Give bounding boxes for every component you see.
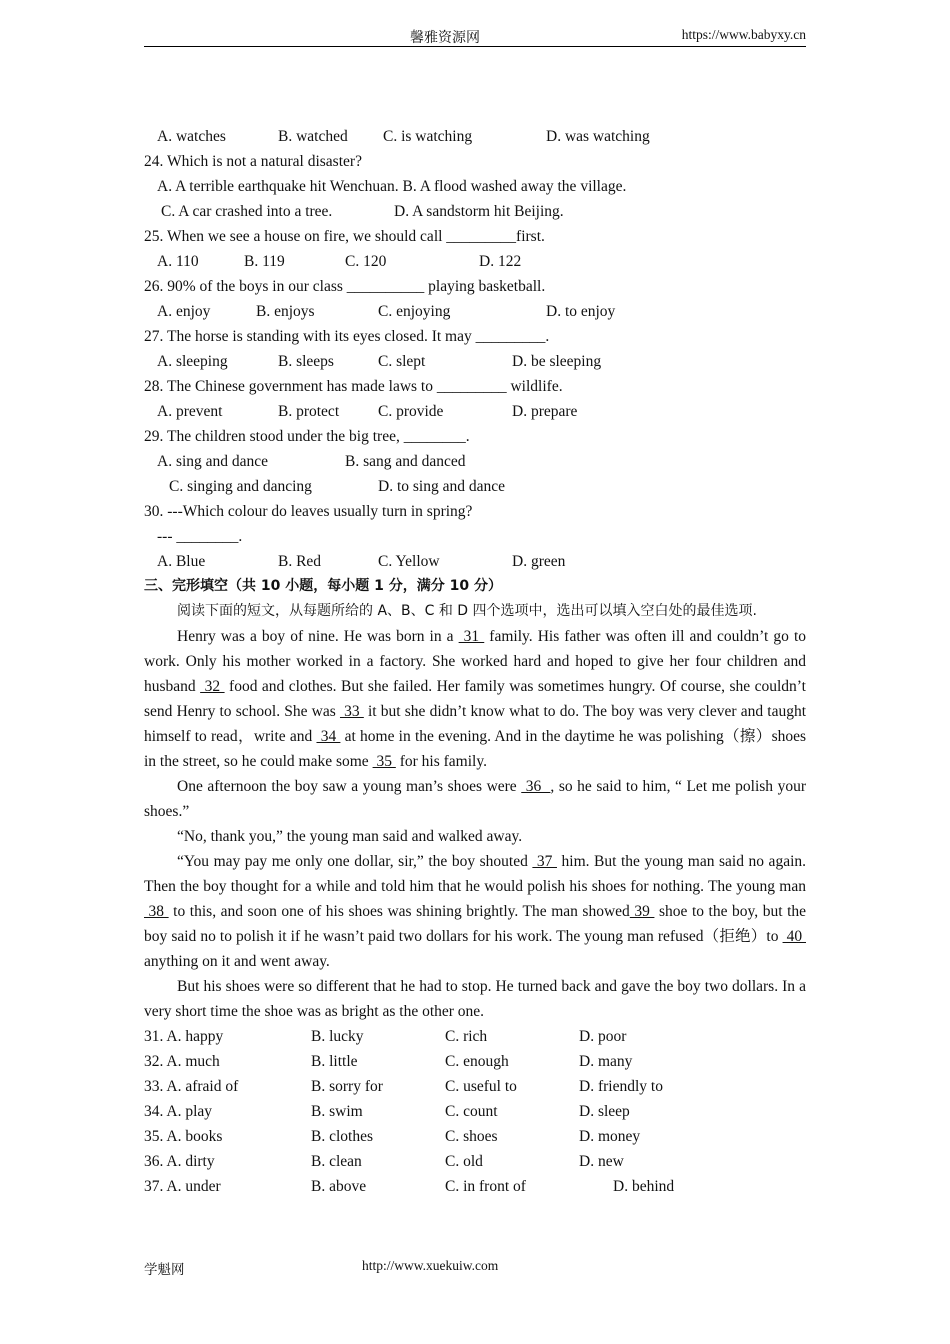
exam-content: [144, 124, 806, 1199]
question-stem: 28. The Chinese government has made laws to _________ wildlife.: [144, 378, 563, 395]
option: C. in front of: [445, 1178, 526, 1195]
option: B. above: [311, 1178, 367, 1195]
q27-options: [144, 349, 806, 374]
q30-options: [144, 549, 806, 574]
q23-options: [144, 124, 806, 149]
question-stem: 25. When we see a house on fire, we should call _________first.: [144, 228, 545, 245]
blank-38: 38: [144, 903, 169, 920]
q26-options: [144, 299, 806, 324]
option: C. slept: [378, 353, 426, 370]
option: B. lucky: [311, 1028, 364, 1045]
option: 34. A. play: [144, 1103, 213, 1120]
option: C. is watching: [383, 128, 473, 145]
passage-paragraph-2: [144, 774, 806, 824]
option: A. sleeping: [157, 353, 228, 370]
passage-paragraph-1: [144, 624, 806, 774]
option: C. rich: [445, 1028, 488, 1045]
blank-40: 40: [782, 928, 806, 945]
option: C. enjoying: [378, 303, 451, 320]
footer-url[interactable]: http://www.xuekuiw.com: [362, 1258, 499, 1273]
q28-options: [144, 399, 806, 424]
question-stem: 30. ---Which colour do leaves usually turn in spring?: [144, 503, 473, 520]
option: D. A sandstorm hit Beijing.: [394, 203, 564, 220]
option: C. old: [445, 1153, 483, 1170]
passage-text: Henry was a boy of nine. He was born in a: [177, 628, 459, 645]
section-title: 三、完形填空（共 10 小题，每小题 1 分，满分 10 分）: [144, 578, 502, 594]
passage-text: for his family.: [395, 753, 487, 770]
option: D. behind: [613, 1178, 675, 1195]
option: C. count: [445, 1103, 498, 1120]
option: D. green: [512, 553, 566, 570]
option: C. singing and dancing: [169, 478, 312, 495]
blank-32: 32: [200, 678, 225, 695]
passage-paragraph-5: But his shoes were so different that he had to stop. He turned back and gave the boy two dollars. In a very short time the shoe was as bright as the other one.: [144, 978, 806, 1020]
passage-paragraph-4: [144, 849, 806, 974]
question-stem: 26. 90% of the boys in our class __________ playing basketball.: [144, 278, 546, 295]
q24-options-line1: [144, 174, 806, 199]
option: D. to enjoy: [546, 303, 616, 320]
passage-text: shoe to the boy, but the boy said no to polish it if he wasn’t paid two dollars for his work. The young man refused（拒绝）to: [144, 903, 807, 945]
option: 31. A. happy: [144, 1028, 224, 1045]
option: D. new: [579, 1153, 624, 1170]
q24-options-line2: [144, 199, 806, 224]
option: D. be sleeping: [512, 353, 602, 370]
option: A. watches: [157, 128, 226, 145]
cloze-options-35: [144, 1124, 806, 1149]
option: B. sleeps: [278, 353, 334, 370]
blank-37: 37: [532, 853, 557, 870]
option: 35. A. books: [144, 1128, 223, 1145]
option: B. sorry for: [311, 1078, 383, 1095]
passage-text: food and clothes. But she failed. Her family was sometimes hungry. Of course, she couldn’t send Henry to school. She was: [144, 678, 806, 720]
cloze-options-31: [144, 1024, 806, 1049]
q29-options-line2: [144, 474, 806, 499]
question-stem: 24. Which is not a natural disaster?: [144, 153, 362, 170]
option: D. money: [579, 1128, 641, 1145]
passage-text: anything on it and went away.: [144, 953, 330, 970]
option: C. useful to: [445, 1078, 517, 1095]
option: A. 110: [157, 253, 199, 270]
option: C. shoes: [445, 1128, 498, 1145]
option: 33. A. afraid of: [144, 1078, 239, 1095]
option: B. enjoys: [256, 303, 315, 320]
option: 36. A. dirty: [144, 1153, 215, 1170]
header-site-name: 馨雅资源网: [410, 30, 480, 46]
option: A. sing and dance: [157, 453, 269, 470]
option: D. to sing and dance: [378, 478, 505, 495]
option: C. Yellow: [378, 553, 440, 570]
option: B. little: [311, 1053, 358, 1070]
option: D. many: [579, 1053, 633, 1070]
answer-line: --- ________.: [157, 528, 243, 545]
cloze-options-37: [144, 1174, 806, 1199]
question-stem: 27. The horse is standing with its eyes closed. It may _________.: [144, 328, 550, 345]
option: C. 120: [345, 253, 387, 270]
passage-text: it but she didn’t know what to do. The boy was very clever and taught himself to read，write and: [144, 703, 807, 745]
cloze-options-36: [144, 1149, 806, 1174]
option: B. swim: [311, 1103, 363, 1120]
question-stem: 29. The children stood under the big tree, ________.: [144, 428, 470, 445]
blank-39: 39: [629, 903, 655, 920]
blank-36: 36: [521, 778, 551, 795]
option: B. clean: [311, 1153, 362, 1170]
option: C. A car crashed into a tree.: [161, 203, 333, 220]
option: A. A terrible earthquake hit Wenchuan. B. A flood washed away the village.: [157, 178, 627, 195]
blank-34: 34: [316, 728, 341, 745]
option: B. Red: [278, 553, 322, 570]
q29-options-line1: [144, 449, 806, 474]
passage-text: , so he said to him, “ Let me polish your shoes.”: [144, 778, 807, 820]
option: B. clothes: [311, 1128, 373, 1145]
cloze-options-33: [144, 1074, 806, 1099]
blank-35: 35: [372, 753, 396, 770]
passage-text: him. But the young man said no again. Then the boy thought for a while and told him that he would polish his shoes for nothing. The young man: [144, 853, 806, 895]
passage-paragraph-3: “No, thank you,” the young man said and walked away.: [177, 828, 523, 845]
option: D. was watching: [546, 128, 650, 145]
option: C. provide: [378, 403, 444, 420]
option: D. sleep: [579, 1103, 630, 1120]
section-instruction: 阅读下面的短文，从每题所给的 A、B、C 和 D 四个选项中，选出可以填入空白处的最佳选项.: [177, 603, 757, 619]
option: B. watched: [278, 128, 348, 145]
passage-text: One afternoon the boy saw a young man’s shoes were: [177, 778, 522, 795]
header-url[interactable]: https://www.babyxy.cn: [681, 27, 806, 42]
option: A. enjoy: [157, 303, 211, 320]
blank-33: 33: [339, 703, 364, 720]
option: B. 119: [244, 253, 285, 270]
option: A. Blue: [157, 553, 206, 570]
option: D. friendly to: [579, 1078, 663, 1095]
footer-site-name: 学魁网: [144, 1262, 185, 1278]
option: B. protect: [278, 403, 340, 420]
page-header: [144, 27, 806, 47]
option: B. sang and danced: [345, 453, 466, 470]
passage-text: to this, and soon one of his shoes was shining brightly. The man showed: [168, 903, 630, 920]
passage-text: at home in the evening. And in the daytime he was polishing（擦）shoes in the street, so he could make some: [144, 728, 807, 770]
option: C. enough: [445, 1053, 509, 1070]
passage-text: family. His father was often ill and couldn’t go to work. Only his mother worked in a factory. She worked hard and hoped to give her four children and husband: [144, 628, 807, 695]
cloze-options-34: [144, 1099, 806, 1124]
cloze-options-32: [144, 1049, 806, 1074]
q25-options: [144, 249, 806, 274]
option: 37. A. under: [144, 1178, 221, 1195]
option: D. 122: [479, 253, 522, 270]
option: D. prepare: [512, 403, 578, 420]
passage-text: “You may pay me only one dollar, sir,” the boy shouted: [177, 853, 533, 870]
option: 32. A. much: [144, 1053, 220, 1070]
blank-31: 31: [458, 628, 485, 645]
option: A. prevent: [157, 403, 223, 420]
option: D. poor: [579, 1028, 627, 1045]
